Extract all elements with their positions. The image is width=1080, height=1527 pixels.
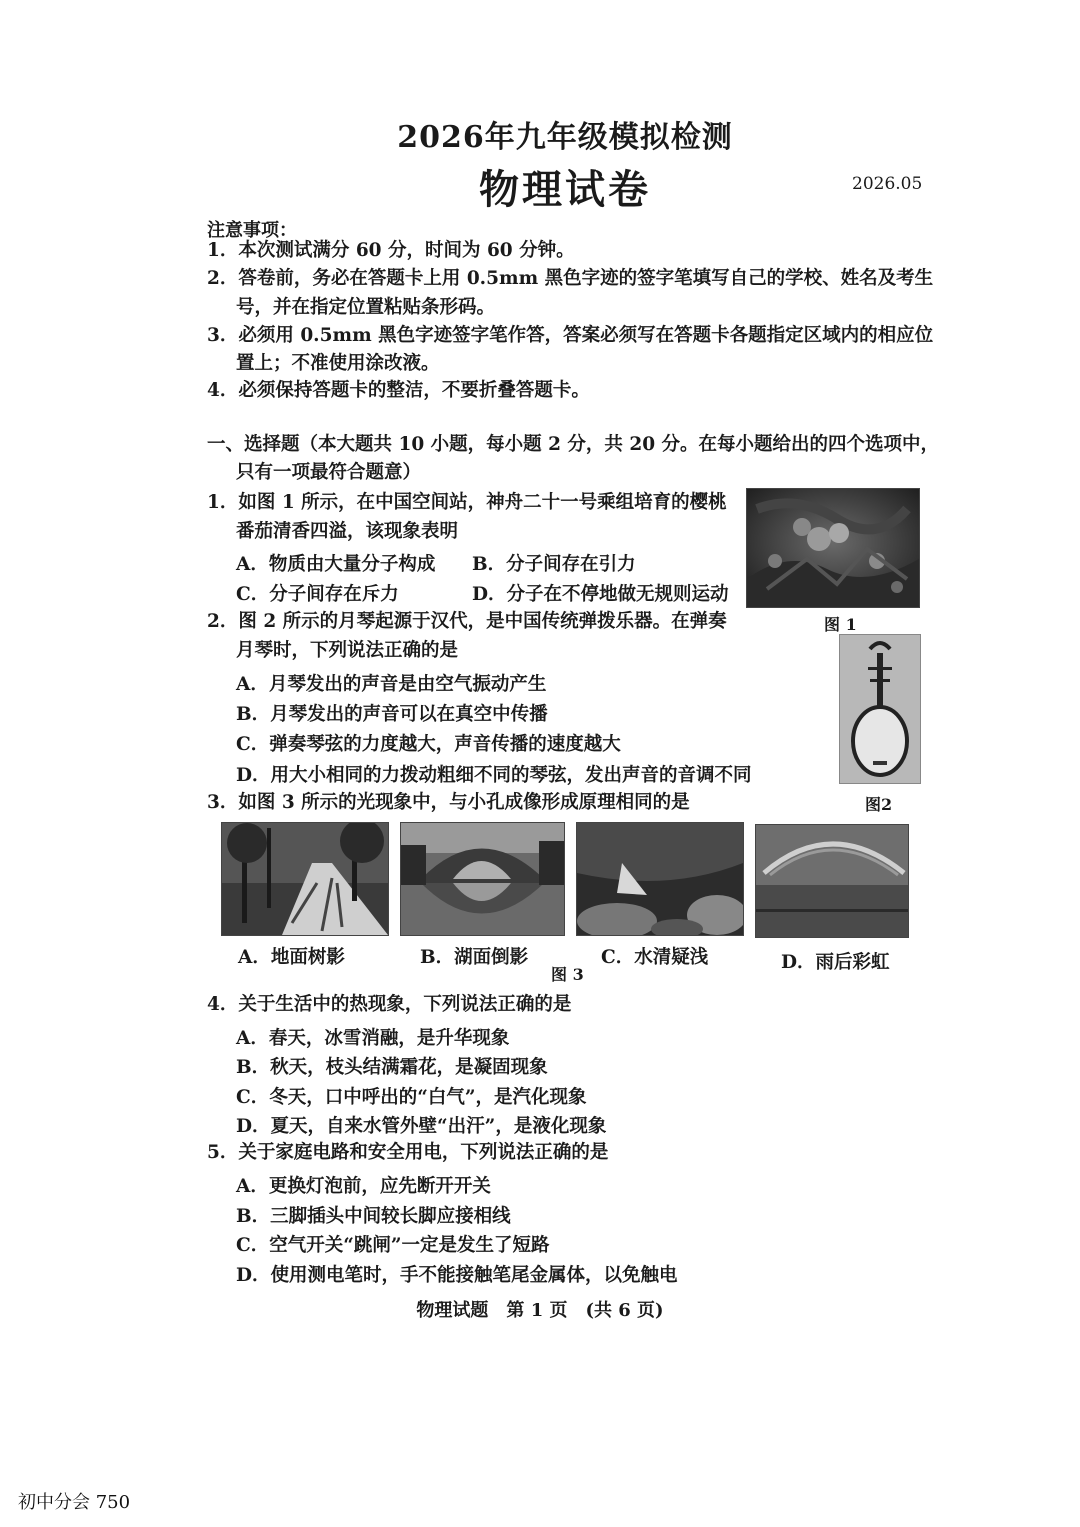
notice-item: 4．必须保持答题卡的整洁，不要折叠答题卡。 xyxy=(207,380,590,401)
question-3-stem: 3．如图 3 所示的光现象中，与小孔成像形成原理相同的是 xyxy=(207,792,690,813)
q4-option-b: B．秋天，枝头结满霜花，是凝固现象 xyxy=(236,1057,548,1078)
q1-option-b: B．分子间存在引力 xyxy=(472,554,636,575)
question-4-stem: 4．关于生活中的热现象，下列说法正确的是 xyxy=(207,994,572,1015)
q2-option-c: C．弹奏琴弦的力度越大，声音传播的速度越大 xyxy=(236,734,621,755)
page-footer: 物理试题 第 1 页 (共 6 页) xyxy=(416,1300,664,1321)
notice-item: 1．本次测试满分 60 分，时间为 60 分钟。 xyxy=(207,240,575,261)
q2-option-b: B．月琴发出的声音可以在真空中传播 xyxy=(236,704,548,725)
notice-item: 3．必须用 0.5mm 黑色字迹签字笔作答，答案必须写在答题卡各题指定区域内的相应位 xyxy=(207,325,934,346)
q3-option-d: D．雨后彩虹 xyxy=(781,952,890,973)
figure-3a-tree-shadow-photo xyxy=(221,822,389,936)
q4-option-c: C．冬天，口中呼出的“白气”，是汽化现象 xyxy=(236,1087,587,1108)
watermark-stamp: 初中分会 750 xyxy=(18,1492,131,1513)
q5-option-a: A．更换灯泡前，应先断开开关 xyxy=(236,1176,491,1197)
notice-item: 置上；不准使用涂改液。 xyxy=(236,353,440,374)
q1-option-c: C．分子间存在斥力 xyxy=(236,584,399,605)
exam-title: 2026年九年级模拟检测 xyxy=(397,120,733,155)
figure-2-caption: 图2 xyxy=(865,795,893,814)
question-1-stem-cont: 番茄清香四溢，该现象表明 xyxy=(236,521,459,542)
exam-date: 2026.05 xyxy=(852,174,923,194)
question-5-stem: 5．关于家庭电路和安全用电，下列说法正确的是 xyxy=(207,1142,609,1163)
q5-option-b: B．三脚插头中间较长脚应接相线 xyxy=(236,1206,511,1227)
figure-1-tomato-photo xyxy=(746,488,920,608)
q2-option-a: A．月琴发出的声音是由空气振动产生 xyxy=(236,674,547,695)
q4-option-d: D．夏天，自来水管外壁“出汗”，是液化现象 xyxy=(236,1116,607,1137)
notice-heading: 注意事项： xyxy=(207,220,297,241)
q2-option-d: D．用大小相同的力拨动粗细不同的琴弦，发出声音的音调不同 xyxy=(236,765,752,786)
exam-subtitle: 物理试卷 xyxy=(479,166,651,213)
q4-option-a: A．春天，冰雪消融，是升华现象 xyxy=(236,1028,510,1049)
question-2-stem-cont: 月琴时，下列说法正确的是 xyxy=(236,640,459,661)
question-2-stem: 2．图 2 所示的月琴起源于汉代，是中国传统弹拨乐器。在弹奏 xyxy=(207,611,727,632)
question-1-stem: 1．如图 1 所示，在中国空间站，神舟二十一号乘组培育的樱桃 xyxy=(207,492,727,513)
figure-3b-bridge-reflection-photo xyxy=(400,822,565,936)
q3-option-a: A．地面树影 xyxy=(238,947,345,968)
section-heading: 一、选择题（本大题共 10 小题，每小题 2 分，共 20 分。在每小题给出的四个选项中， xyxy=(207,434,940,455)
q3-option-b: B．湖面倒影 xyxy=(420,947,529,968)
figure-1-caption: 图 1 xyxy=(824,615,857,634)
q5-option-d: D．使用测电笔时，手不能接触笔尾金属体，以免触电 xyxy=(236,1265,678,1286)
figure-2-yueqin-photo xyxy=(839,634,921,784)
notice-item: 号，并在指定位置粘贴条形码。 xyxy=(236,297,496,318)
figure-3c-clear-water-photo xyxy=(576,822,744,936)
q1-option-a: A．物质由大量分子构成 xyxy=(236,554,436,575)
figure-3-caption: 图 3 xyxy=(551,965,584,984)
q3-option-c: C．水清疑浅 xyxy=(601,947,709,968)
section-heading-cont: 只有一项最符合题意） xyxy=(236,462,422,483)
notice-item: 2．答卷前，务必在答题卡上用 0.5mm 黑色字迹的签字笔填写自己的学校、姓名及考生 xyxy=(207,268,934,289)
q1-option-d: D．分子在不停地做无规则运动 xyxy=(472,584,729,605)
figure-3d-rainbow-photo xyxy=(755,824,909,938)
q5-option-c: C．空气开关“跳闸”一定是发生了短路 xyxy=(236,1235,550,1256)
